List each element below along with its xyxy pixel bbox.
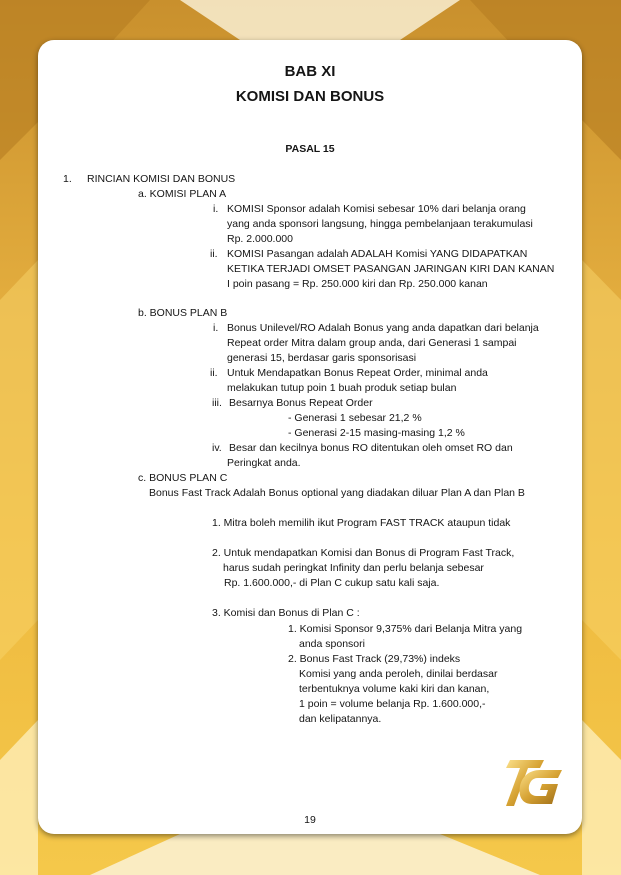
plan-c-point-line: Rp. 1.600.000,- di Plan C cukup satu kali saja.	[224, 577, 440, 589]
list-item-number: ii.	[210, 367, 218, 379]
sub-item-text: - Generasi 2-15 masing-masing 1,2 %	[288, 427, 465, 439]
brand-logo	[504, 756, 566, 812]
plan-c-point: 2. Untuk mendapatkan Komisi dan Bonus di Program Fast Track,	[212, 547, 515, 559]
plan-c-point: 1. Mitra boleh memilih ikut Program FAST TRACK ataupun tidak	[212, 517, 511, 529]
plan-c-sub-line: dan kelipatannya.	[299, 713, 382, 725]
section-number: 1.	[63, 173, 72, 185]
plan-c-sub-line: 1 poin = volume belanja Rp. 1.600.000,-	[299, 698, 486, 710]
plan-c-heading: c. BONUS PLAN C	[138, 472, 228, 484]
page-number: 19	[304, 814, 316, 826]
list-item-text: Bonus Unilevel/RO Adalah Bonus yang anda dapatkan dari belanja	[227, 322, 539, 334]
list-item-text: Repeat order Mitra dalam group anda, dari Generasi 1 sampai	[227, 337, 517, 349]
plan-c-point: 3. Komisi dan Bonus di Plan C :	[212, 607, 360, 619]
plan-a-heading: a. KOMISI PLAN A	[138, 188, 227, 200]
plan-c-intro: Bonus Fast Track Adalah Bonus optional yang diadakan diluar Plan A dan Plan B	[149, 487, 525, 499]
list-item-text: melakukan tutup poin 1 buah produk setiap bulan	[227, 382, 457, 394]
plan-c-sub-item: 2. Bonus Fast Track (29,73%) indeks	[288, 653, 461, 665]
list-item-text: KETIKA TERJADI OMSET PASANGAN JARINGAN KIRI DAN KANAN	[227, 263, 555, 275]
chapter-subtitle: KOMISI DAN BONUS	[235, 88, 385, 105]
list-item-text: yang anda sponsori langsung, hingga pembelanjaan terakumulasi	[227, 218, 533, 230]
list-item-text: generasi 15, berdasar garis sponsorisasi	[227, 352, 417, 364]
list-item-number: i.	[213, 322, 219, 334]
article-heading: PASAL 15	[285, 143, 335, 155]
list-item-text: KOMISI Sponsor adalah Komisi sebesar 10% dari belanja orang	[227, 203, 526, 215]
list-item-text: Besar dan kecilnya bonus RO ditentukan oleh omset RO dan	[229, 442, 513, 454]
list-item-text: Rp. 2.000.000	[227, 233, 293, 245]
plan-c-sub-line: Komisi yang anda peroleh, dinilai berdasar	[299, 668, 498, 680]
plan-c-sub-line: terbentuknya volume kaki kiri dan kanan,	[299, 683, 490, 695]
sub-item-text: - Generasi 1 sebesar 21,2 %	[288, 412, 422, 424]
list-item-number: iv.	[212, 442, 222, 454]
list-item-text: Untuk Mendapatkan Bonus Repeat Order, minimal anda	[227, 367, 488, 379]
section-heading: RINCIAN KOMISI DAN BONUS	[87, 173, 236, 185]
list-item-text: Besarnya Bonus Repeat Order	[229, 397, 373, 409]
chapter-title: BAB XI	[284, 63, 336, 80]
list-item-number: iii.	[212, 397, 222, 409]
list-item-number: ii.	[210, 248, 218, 260]
list-item-text: Peringkat anda.	[227, 457, 301, 469]
plan-c-point-line: harus sudah peringkat Infinity dan perlu belanja sebesar	[223, 562, 484, 574]
plan-b-heading: b. BONUS PLAN B	[138, 307, 228, 319]
list-item-number: i.	[213, 203, 219, 215]
plan-c-sub-item: 1. Komisi Sponsor 9,375% dari Belanja Mitra yang	[288, 623, 523, 635]
list-item-text: I poin pasang = Rp. 250.000 kiri dan Rp. 250.000 kanan	[227, 278, 488, 290]
list-item-text: KOMISI Pasangan adalah ADALAH Komisi YANG DIDAPATKAN	[227, 248, 528, 260]
plan-c-sub-line: anda sponsori	[299, 638, 365, 650]
document-page	[38, 40, 582, 834]
